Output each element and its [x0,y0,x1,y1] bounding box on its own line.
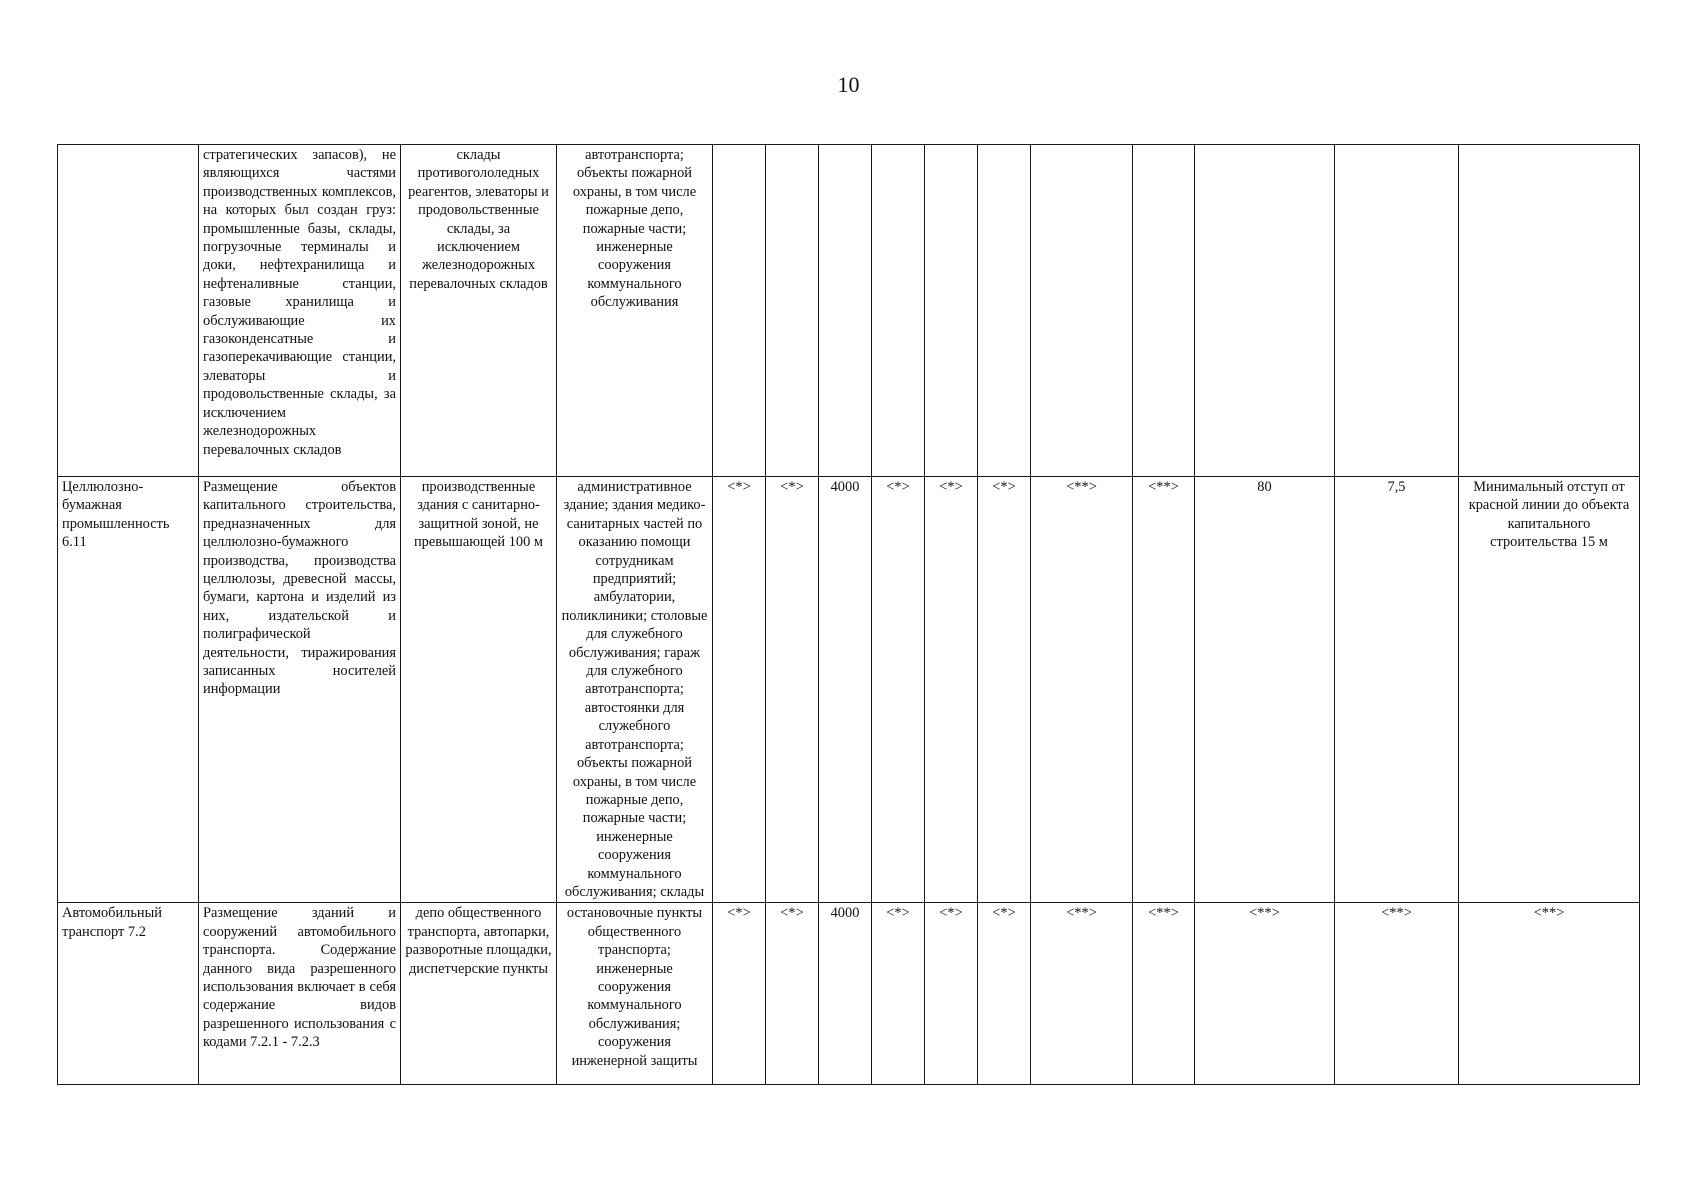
param-cell-10 [1335,145,1459,477]
land-use-type-cell: Автомобильный транспорт 7.2 [58,903,199,1085]
auxiliary-uses-cell: автотранспорта; объекты пожарной охраны, в том числе пожарные депо, пожарные части; инженерные сооружения коммунального обслуживания [557,145,713,477]
param-cell-8 [1133,145,1195,477]
param-cell-10: 7,5 [1335,477,1459,903]
param-cell-6: <*> [978,477,1031,903]
page-number: 10 [837,72,860,97]
param-cell-4: <*> [872,477,925,903]
table-row [58,903,1640,1085]
param-cell-7: <**> [1031,903,1133,1085]
main-uses-cell: производственные здания с санитарно-защитной зоной, не превышающей 100 м [401,477,557,903]
table-row [58,145,1640,477]
param-cell-6 [978,145,1031,477]
param-cell-2 [766,145,819,477]
param-cell-10: <**> [1335,903,1459,1085]
param-cell-8: <**> [1133,903,1195,1085]
param-cell-8: <**> [1133,477,1195,903]
main-uses-cell: депо общественного транспорта, автопарки, разворотные площадки, диспетчерские пункты [401,903,557,1085]
auxiliary-uses-cell: административное здание; здания медико-санитарных частей по оказанию помощи сотрудникам предприятий; амбулатории, поликлиники; столовые для служебного обслуживания; гараж для служебного автотранспорта; автостоянки для служебного автотранспорта; объекты пожарной охраны, в том числе пожарные депо, пожарные части; инженерные сооружения коммунального обслуживания; склады [557,477,713,903]
description-cell: стратегических запасов), не являющихся частями производственных комплексов, на которых был создан груз: промышленные базы, склады, погрузочные терминалы и доки, нефтехранилища и нефтеналивные станции, газовые хранилища и обслуживающие их газоконденсатные и газоперекачивающие станции, элеваторы и продовольственные склады, за исключением железнодорожных перевалочных складов [199,145,401,477]
land-use-type-cell [58,145,199,477]
param-cell-5 [925,145,978,477]
param-cell-11: <**> [1459,903,1640,1085]
param-cell-2: <*> [766,477,819,903]
land-use-regulations-table [57,144,1640,1085]
param-cell-6: <*> [978,903,1031,1085]
param-cell-7: <**> [1031,477,1133,903]
param-cell-3: 4000 [819,903,872,1085]
param-cell-9: <**> [1195,903,1335,1085]
param-cell-1 [713,145,766,477]
param-cell-1: <*> [713,477,766,903]
description-cell: Размещение зданий и сооружений автомобильного транспорта. Содержание данного вида разрешенного использования включает в себя содержание видов разрешенного использования с кодами 7.2.1 - 7.2.3 [199,903,401,1085]
param-cell-5: <*> [925,903,978,1085]
param-cell-11 [1459,145,1640,477]
param-cell-7 [1031,145,1133,477]
param-cell-1: <*> [713,903,766,1085]
param-cell-4 [872,145,925,477]
param-cell-11: Минимальный отступ от красной линии до объекта капитального строительства 15 м [1459,477,1640,903]
param-cell-4: <*> [872,903,925,1085]
param-cell-3: 4000 [819,477,872,903]
param-cell-9: 80 [1195,477,1335,903]
main-uses-cell: склады противогололедных реагентов, элеваторы и продовольственные склады, за исключением железнодорожных перевалочных складов [401,145,557,477]
auxiliary-uses-cell: остановочные пункты общественного транспорта; инженерные сооружения коммунального обслуживания; сооружения инженерной защиты [557,903,713,1085]
param-cell-3 [819,145,872,477]
description-cell: Размещение объектов капитального строительства, предназначенных для целлюлозно-бумажного производства, производства целлюлозы, древесной массы, бумаги, картона и изделий из них, издательской и полиграфической деятельности, тиражирования записанных носителей информации [199,477,401,903]
land-use-type-cell: Целлюлозно-бумажная промышленность 6.11 [58,477,199,903]
param-cell-2: <*> [766,903,819,1085]
param-cell-5: <*> [925,477,978,903]
table-row [58,477,1640,903]
param-cell-9 [1195,145,1335,477]
